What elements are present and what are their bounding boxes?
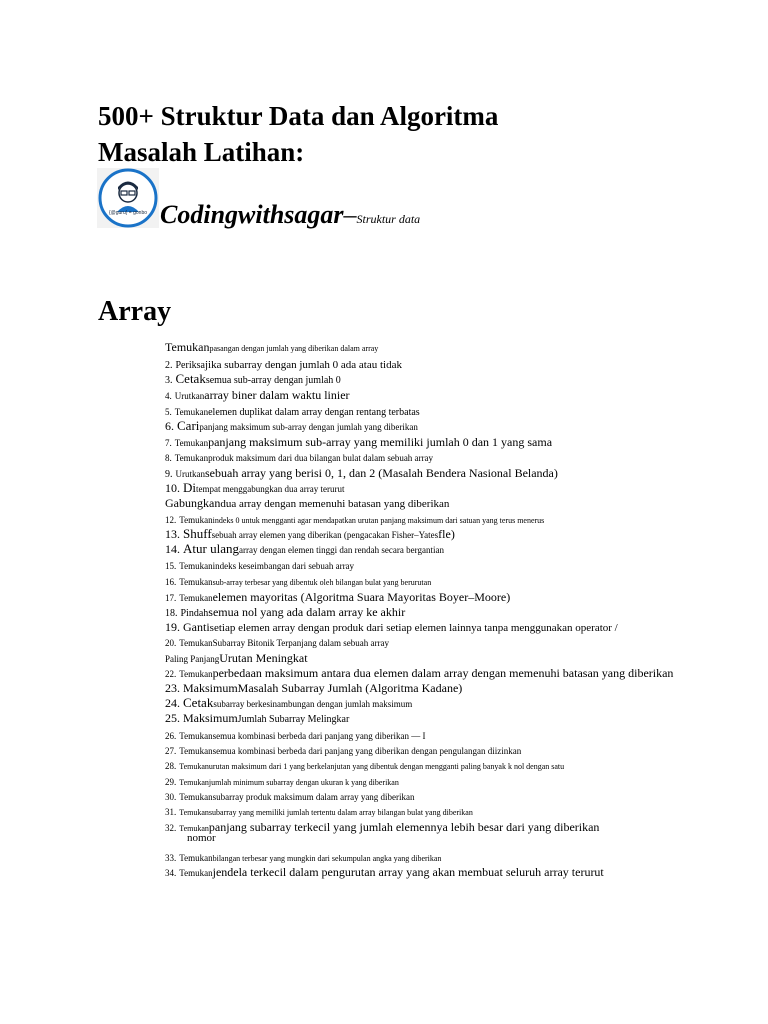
item-text-tail: fle) xyxy=(438,527,455,541)
item-keyword: Temukan xyxy=(179,561,213,571)
item-text: semua kombinasi berbeda dari panjang yang diberikan — I xyxy=(212,731,426,741)
item-text: tempat menggabungkan dua array terurut xyxy=(196,484,345,494)
item-number: 30. xyxy=(165,792,177,802)
list-item xyxy=(165,434,552,450)
item-text: perbedaan maksimum antara dua elemen dalam array dengan memenuhi batasan yang diberikan xyxy=(212,666,674,680)
list-item xyxy=(165,511,544,527)
item-text: sebuah array elemen yang diberikan (pengacakan Fisher–Yates xyxy=(211,530,439,540)
item-keyword: Maksimum xyxy=(183,711,238,725)
item-number: 10. xyxy=(165,481,180,495)
item-text: sebuah array yang berisi 0, 1, dan 2 (Masalah Bendera Nasional Belanda) xyxy=(205,466,558,480)
list-item xyxy=(165,727,426,743)
item-keyword: Periksa xyxy=(175,360,205,371)
item-keyword: Cetak xyxy=(175,371,206,386)
brand-subtitle: Struktur data xyxy=(356,212,421,226)
item-text: urutan maksimum dari 1 yang berkelanjutan yang dibentuk dengan mengganti paling banyak k nol dengan satu xyxy=(208,762,565,771)
item-keyword: Urutkan xyxy=(174,391,205,401)
item-keyword: Temukan xyxy=(179,593,213,603)
item-number: 2. xyxy=(165,360,173,371)
list-item xyxy=(165,742,521,758)
list-item xyxy=(165,757,564,773)
item-text: Subarray Bitonik Terpanjang dalam sebuah array xyxy=(212,638,390,648)
item-keyword: Pindah xyxy=(180,608,209,619)
list-item xyxy=(165,465,558,481)
item-text: pasangan dengan jumlah yang diberikan dalam array xyxy=(209,344,379,353)
list-item xyxy=(165,819,600,844)
item-number: 17. xyxy=(165,593,177,603)
list-item xyxy=(165,541,444,557)
item-number: 29. xyxy=(165,777,177,787)
item-number: 34. xyxy=(165,868,177,878)
item-number: 8. xyxy=(165,453,172,463)
item-number: 13. xyxy=(165,527,180,541)
list-item xyxy=(165,526,455,542)
item-keyword: Temukan xyxy=(179,808,209,817)
item-keyword: Maksimum xyxy=(183,681,238,695)
item-text: array dengan elemen tinggi dan rendah secara bergantian xyxy=(238,545,444,555)
item-keyword: Temukan xyxy=(179,778,209,787)
item-keyword: Temukan xyxy=(165,340,210,354)
item-keyword: Di xyxy=(183,480,196,495)
list-item xyxy=(165,788,415,804)
title-line-1: 500+ Struktur Data dan Algoritma xyxy=(98,101,499,131)
list-item xyxy=(165,634,389,650)
item-number: 22. xyxy=(165,669,177,679)
list-item xyxy=(165,849,441,865)
item-keyword: Temukan xyxy=(174,438,209,448)
item-text: panjang maksimum sub-array yang memiliki jumlah 0 dan 1 yang sama xyxy=(208,435,553,449)
item-text: Urutan Meningkat xyxy=(219,651,308,665)
item-keyword: Temukan xyxy=(179,853,213,863)
list-item xyxy=(165,418,418,434)
list-item xyxy=(165,480,344,496)
item-text: dua array dengan memenuhi batasan yang diberikan xyxy=(220,498,450,510)
item-keyword: Gabungkan xyxy=(165,496,221,510)
list-item xyxy=(165,710,349,726)
logo-caption: {@guru} = gonbo xyxy=(108,210,148,216)
item-text: subarray yang memiliki jumlah tertentu dalam array bilangan bulat yang diberikan xyxy=(208,808,473,817)
item-keyword: Cari xyxy=(177,418,200,433)
item-number: 23. xyxy=(165,681,180,695)
item-keyword: Urutkan xyxy=(175,469,205,479)
brand-dash: – xyxy=(343,200,357,229)
item-keyword: Temukan xyxy=(179,638,213,648)
item-text: elemen mayoritas (Algoritma Suara Mayoritas Boyer–Moore) xyxy=(212,590,511,604)
item-keyword: Cetak xyxy=(183,695,214,710)
item-keyword: Temukan xyxy=(179,746,213,756)
item-keyword: Paling Panjang xyxy=(165,654,220,664)
item-number: 3. xyxy=(165,375,173,386)
logo xyxy=(97,168,159,228)
item-keyword: Temukan xyxy=(179,669,213,679)
title-line-2: Masalah Latihan: xyxy=(98,137,305,167)
item-number: 20. xyxy=(165,638,177,648)
item-text: indeks 0 untuk mengganti agar mendapatkan urutan panjang maksimum dari satuan yang terus menerus xyxy=(212,516,545,525)
item-keyword: Atur ulang xyxy=(183,541,239,556)
list-item xyxy=(165,773,399,789)
logo-brand xyxy=(160,200,420,230)
item-continuation: nomor xyxy=(187,832,216,844)
item-number: 33. xyxy=(165,853,177,863)
item-number: 4. xyxy=(165,391,172,401)
item-number: 19. xyxy=(165,620,180,634)
item-text: jumlah minimum subarray dengan ukuran k yang diberikan xyxy=(208,778,399,787)
item-text: Jumlah Subarray Melingkar xyxy=(237,714,350,725)
list-item xyxy=(165,665,673,681)
item-number: 7. xyxy=(165,438,172,448)
item-number: 16. xyxy=(165,577,177,587)
list-item xyxy=(165,864,604,880)
item-number: 25. xyxy=(165,711,180,725)
item-number: 27. xyxy=(165,746,177,756)
item-text: bilangan terbesar yang mungkin dari sekumpulan angka yang diberikan xyxy=(212,854,442,863)
item-text: jendela terkecil dalam pengurutan array yang akan membuat seluruh array terurut xyxy=(212,865,604,879)
list-item xyxy=(165,495,449,511)
list-item xyxy=(165,339,378,355)
item-number: 31. xyxy=(165,807,177,817)
item-keyword: Temukan xyxy=(179,792,213,802)
item-text: setiap elemen array dengan produk dari setiap elemen lainnya tanpa menggunakan operator / xyxy=(209,622,618,634)
item-number: 14. xyxy=(165,542,180,556)
item-text: array biner dalam waktu linier xyxy=(204,388,350,402)
item-text: jika subarray dengan jumlah 0 ada atau tidak xyxy=(204,359,402,371)
logo-avatar-icon xyxy=(97,168,159,228)
item-text: subarray produk maksimum dalam array yang diberikan xyxy=(212,792,415,802)
item-number: 5. xyxy=(165,407,172,417)
page-title xyxy=(98,98,698,170)
item-number: 6. xyxy=(165,419,174,433)
list-item xyxy=(165,387,350,403)
item-text: indeks keseimbangan dari sebuah array xyxy=(212,561,355,571)
item-number: 15. xyxy=(165,561,177,571)
item-text: subarray berkesinambungan dengan jumlah maksimum xyxy=(213,699,413,709)
list-item xyxy=(165,371,341,387)
list-item xyxy=(165,680,462,696)
item-text: panjang maksimum sub-array dengan jumlah yang diberikan xyxy=(199,422,418,432)
item-number: 26. xyxy=(165,731,177,741)
item-text: semua nol yang ada dalam array ke akhir xyxy=(208,605,406,619)
item-text: semua sub-array dengan jumlah 0 xyxy=(205,375,341,386)
item-text: panjang subarray terkecil yang jumlah elemennya lebih besar dari yang diberikan xyxy=(208,820,600,834)
list-item xyxy=(165,356,402,372)
item-keyword: Temukan xyxy=(174,407,209,417)
item-text: produk maksimum dari dua bilangan bulat dalam sebuah array xyxy=(208,453,434,463)
item-keyword: Temukan xyxy=(179,731,213,741)
list-item xyxy=(165,619,618,635)
item-number: 24. xyxy=(165,696,180,710)
item-keyword: Shuff xyxy=(183,526,212,541)
item-keyword: Temukan xyxy=(179,868,213,878)
item-number: 18. xyxy=(165,608,178,619)
item-keyword: Temukan xyxy=(179,577,213,587)
item-text: Masalah Subarray Jumlah (Algoritma Kadane) xyxy=(237,681,463,695)
item-number: 12. xyxy=(165,515,177,525)
item-keyword: Ganti xyxy=(183,620,210,634)
list-item xyxy=(165,589,510,605)
list-item xyxy=(165,573,431,589)
item-keyword: Temukan xyxy=(179,824,209,833)
list-item xyxy=(165,403,420,419)
item-keyword: Temukan xyxy=(179,515,213,525)
item-number: 9. xyxy=(165,469,173,480)
list-item xyxy=(165,803,473,819)
item-keyword: Temukan xyxy=(179,762,209,771)
list-item xyxy=(165,650,308,666)
item-text: elemen duplikat dalam array dengan rentang terbatas xyxy=(208,407,420,418)
item-text: sub-array terbesar yang dibentuk oleh bilangan bulat yang berurutan xyxy=(212,578,432,587)
list-item xyxy=(165,604,405,620)
item-keyword: Temukan xyxy=(174,453,209,463)
item-number: 28. xyxy=(165,761,177,771)
item-number: 32. xyxy=(165,823,177,833)
list-item xyxy=(165,695,412,711)
brand-name: Codingwithsagar xyxy=(160,200,344,229)
section-heading: Array xyxy=(98,296,172,327)
item-text: semua kombinasi berbeda dari panjang yang diberikan dengan pengulangan diizinkan xyxy=(212,746,522,756)
list-item xyxy=(165,557,354,573)
list-item xyxy=(165,449,433,465)
